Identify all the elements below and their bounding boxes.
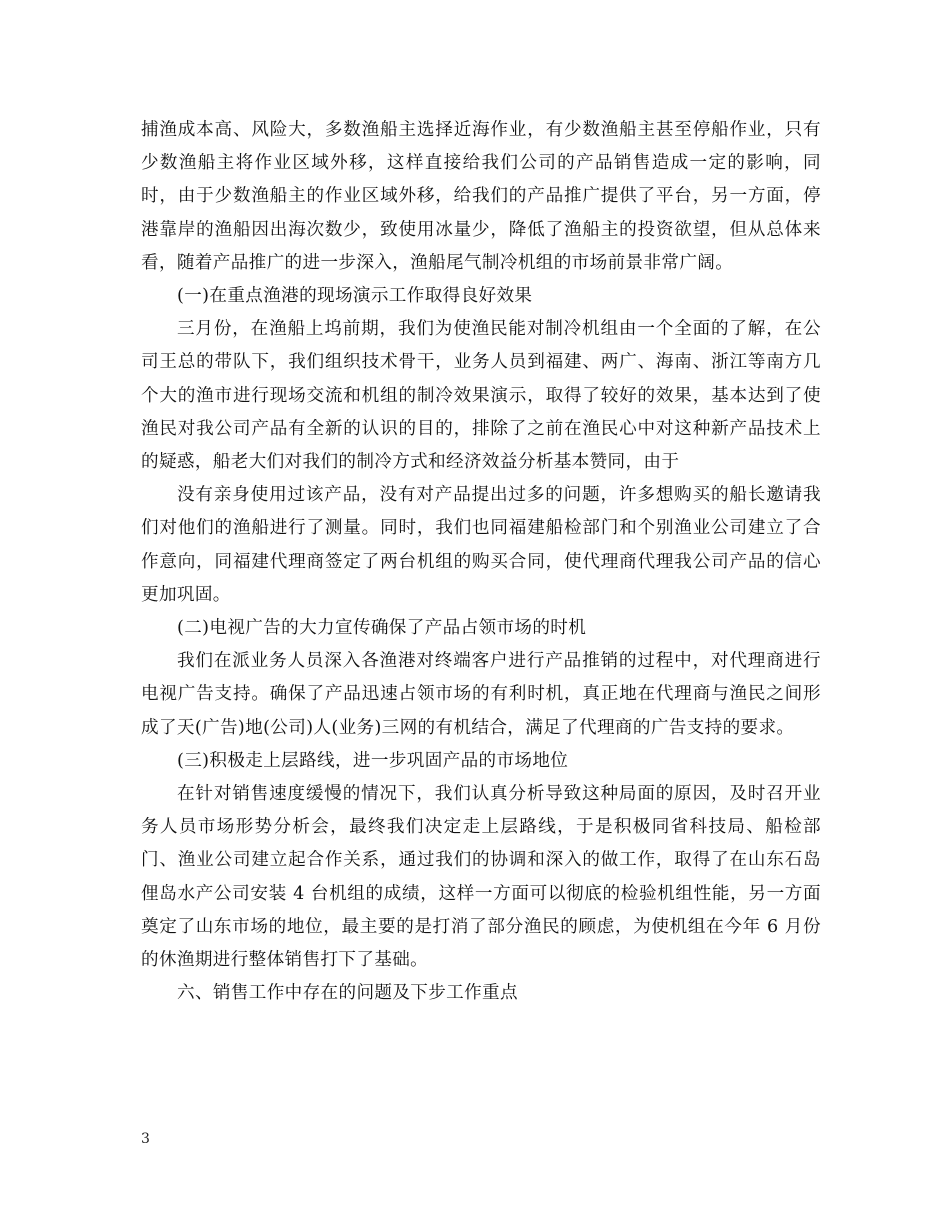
section-heading-1: (一)在重点渔港的现场演示工作取得良好效果	[177, 286, 533, 307]
section-heading-3: (三)积极走上层路线，进一步巩固产品的市场地位	[177, 750, 569, 771]
paragraph-upper-level-route: 在针对销售速度缓慢的情况下，我们认真分析导致这种局面的原因，及时召开业务人员市场形势分析会，最终我们决定走上层路线，于是积极同省科技局、船检部门、渔业公司建立起合作关系，通过我们的协调和深入的做工作，取得了在山东石岛俚岛水产公司安装 4 台机组的成绩，这样一方面可以彻底的检验机组性能，另一方面奠定了山东市场的地位，最主要的是打消了部分渔民的顾虑，为使机组在今年 6 月份的休渔期进行整体销售打下了基础。	[141, 784, 821, 971]
paragraph-demo-work: 三月份，在渔船上坞前期，我们为使渔民能对制冷机组由一个全面的了解，在公司王总的带队下，我们组织技术骨干，业务人员到福建、两广、海南、浙江等南方几个大的渔市进行现场交流和机组的制冷效果演示，取得了较好的效果，基本达到了使渔民对我公司产品有全新的认识的目的，排除了之前在渔民心中对这种新产品技术上的疑惑，船老大们对我们的制冷方式和经济效益分析基本赞同，由于	[141, 319, 821, 473]
section-heading-6: 六、销售工作中存在的问题及下步工作重点	[177, 983, 518, 1004]
paragraph-tv-advertising: 我们在派业务人员深入各渔港对终端客户进行产品推销的过程中，对代理商进行电视广告支持。确保了产品迅速占领市场的有利时机，真正地在代理商与渔民之间形成了天(广告)地(公司)人(业务)三网的有机结合，满足了代理商的广告支持的要求。	[141, 651, 821, 738]
section-heading-2: (二)电视广告的大力宣传确保了产品占领市场的时机	[177, 618, 587, 639]
paragraph-demo-results: 没有亲身使用过该产品，没有对产品提出过多的问题，许多想购买的船长邀请我们对他们的渔船进行了测量。同时，我们也同福建船检部门和个别渔业公司建立了合作意向，同福建代理商签定了两台机组的购买合同，使代理商代理我公司产品的信心更加巩固。	[141, 485, 821, 605]
document-body	[141, 114, 821, 1010]
page-number: 3	[141, 1131, 150, 1147]
paragraph-intro: 捕渔成本高、风险大，多数渔船主选择近海作业，有少数渔船主甚至停船作业，只有少数渔船主将作业区域外移，这样直接给我们公司的产品销售造成一定的影响，同时，由于少数渔船主的作业区域外移，给我们的产品推广提供了平台，另一方面，停港靠岸的渔船因出海次数少，致使用冰量少，降低了渔船主的投资欲望，但从总体来看，随着产品推广的进一步深入，渔船尾气制冷机组的市场前景非常广阔。	[141, 120, 821, 273]
